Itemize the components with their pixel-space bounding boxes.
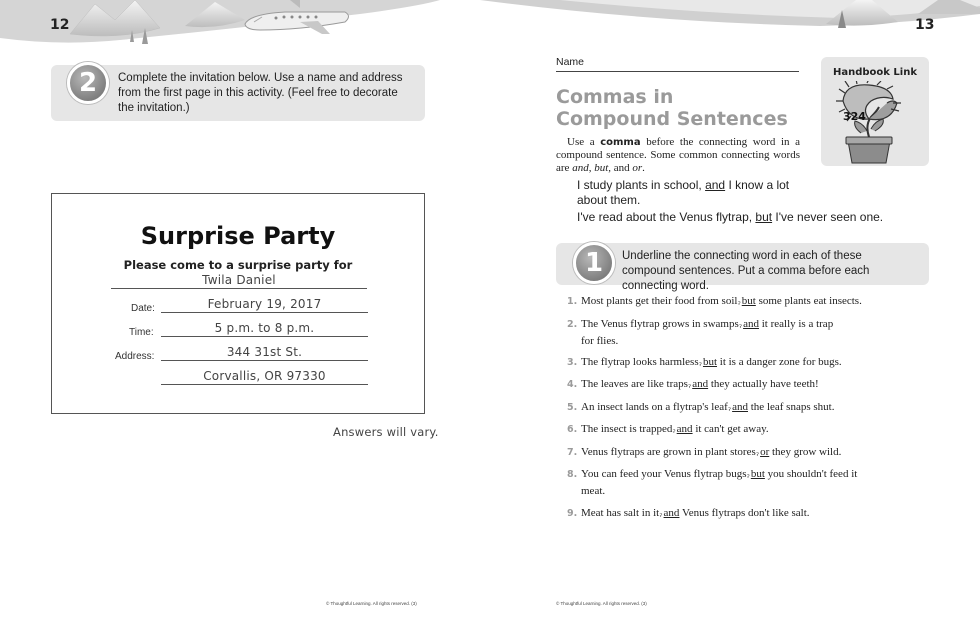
exercise-item: 8. You can feed your Venus flytrap bugs$_ˀ$but you shouldn't feed it meat.: [567, 468, 858, 497]
invitation-subtitle: Please come to a surprise party for: [123, 258, 353, 272]
exercise-item: 4. The leaves are like traps$_ˀ$and they actually have teeth!: [567, 378, 819, 394]
lesson-title: [556, 86, 816, 130]
intro-word-but: but: [594, 162, 609, 174]
handbook-link-box[interactable]: [821, 57, 929, 166]
activity-number-badge: 1: [573, 242, 615, 284]
invitation-card: [51, 193, 425, 414]
exercise-item: 7. Venus flytraps are grown in plant stores$_ˀ$or they grow wild.: [567, 446, 842, 462]
comma-caret-icon: ˀ: [738, 324, 743, 334]
intro-word-and: and: [572, 162, 589, 174]
lesson-intro: Use a comma before the connecting word in a compound sentence. Some common connecting words are and, but, and or.: [556, 136, 801, 174]
comma-caret-icon: ˀ: [746, 474, 750, 484]
activity-number-badge: 2: [67, 62, 109, 104]
name-input-line[interactable]: [556, 71, 799, 72]
example-sentence-1: I study plants in school, and I know a lot: [577, 178, 790, 192]
comma-caret-icon: ˀ: [659, 513, 663, 523]
time-label: Time:: [129, 327, 154, 338]
activity-1-instruction-box: [556, 243, 929, 292]
comma-caret-icon: ˀ: [737, 301, 741, 311]
date-value: February 19, 2017: [161, 297, 368, 313]
lesson-title-line-1: Commas in: [556, 86, 674, 108]
comma-caret-icon: ˀ: [687, 384, 692, 394]
intro-text-1: Use a: [567, 136, 595, 148]
answers-will-vary-note: Answers will vary.: [333, 425, 439, 439]
address-line-1: 344 31st St.: [161, 345, 368, 361]
exercise-item: 1. Most plants get their food from soil$_ˀ$but some plants eat insects.: [567, 295, 862, 311]
comma-caret-icon: ˀ: [698, 362, 702, 372]
invitation-title: Surprise Party: [140, 222, 336, 250]
address-line-2: Corvallis, OR 97330: [161, 369, 368, 385]
exercise-item: 3. The flytrap looks harmless$_ˀ$but it is a danger zone for bugs.: [567, 356, 842, 372]
activity-instructions: Underline the connecting word in each of these compound sentences. Put a comma before each connecting word.: [622, 250, 870, 292]
intro-text-2: before the connecting word in a compound sentence. Some common connecting words are: [556, 136, 801, 174]
handbook-link-title: Handbook Link: [833, 67, 917, 78]
lesson-title-line-2: Compound Sentences: [556, 108, 788, 130]
page-number-right: 13: [915, 17, 935, 33]
page-number-left: 12: [50, 17, 70, 33]
activity-2-instruction-box: [51, 65, 425, 121]
activity-instructions: Complete the invitation below. Use a name and address from the first page in this activity. (Feel free to decorate the invitation.): [118, 72, 403, 114]
page-header-banner: [0, 0, 980, 60]
name-label: Name: [556, 56, 585, 68]
exercise-item: 5. An insect lands on a flytrap's leaf$_ˀ$and the leaf snaps shut.: [567, 401, 835, 417]
time-value: 5 p.m. to 8 p.m.: [161, 321, 368, 337]
exercise-item: 6. The insect is trapped$_ˀ$and it can't get away.: [567, 423, 769, 439]
comma-caret-icon: ˀ: [755, 452, 760, 462]
mountain-airplane-illustration: [0, 0, 980, 60]
comma-caret-icon: ˀ: [672, 429, 676, 439]
address-label: Address:: [115, 351, 155, 362]
exercise-item: 2. The Venus flytrap grows in swamps$_ˀ$and it really is a trap for flies.: [567, 318, 834, 347]
example-sentence-2: I've read about the Venus flytrap, but I've never seen one.: [577, 210, 884, 224]
venus-flytrap-icon: [831, 81, 921, 165]
handbook-page-number: 324: [843, 110, 866, 123]
guest-name-line: Twila Daniel: [111, 273, 367, 289]
example-sentence-1-cont: about them.: [577, 193, 641, 207]
date-label: Date:: [131, 303, 155, 314]
copyright-right: © Thoughtful Learning. All rights reserved. (3): [556, 601, 647, 606]
intro-word-or: or: [632, 162, 643, 174]
exercise-item: 9. Meat has salt in $it_ˀand$ Venus flytraps don't like salt.: [567, 507, 810, 523]
intro-keyword: comma: [600, 137, 641, 148]
copyright-left: © Thoughtful Learning. All rights reserved. (3): [326, 601, 417, 606]
comma-caret-icon: ˀ: [727, 407, 732, 417]
